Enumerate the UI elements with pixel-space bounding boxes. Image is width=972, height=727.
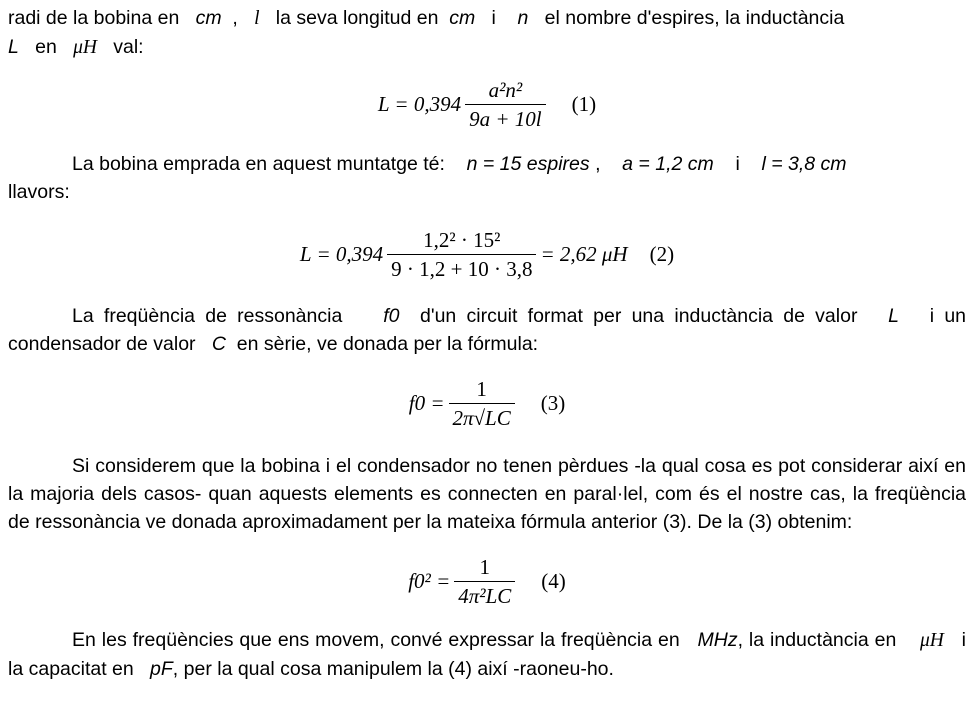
equation-lhs: f0 = (408, 390, 445, 415)
text-run: en sèrie, ve donada per la fórmula: (236, 333, 539, 355)
fraction-numerator: 1 (479, 554, 491, 579)
text-run: i (735, 153, 740, 175)
text-run: , la inductància en (737, 629, 897, 651)
unit-pf: pF (150, 658, 173, 680)
paragraph-values (8, 150, 966, 178)
equation-1 (8, 62, 966, 146)
equation-lhs: L = 0,394 (377, 91, 462, 116)
text-run: i la capacitat en (8, 629, 967, 680)
fraction-denominator: 9 · 1,2 + 10 · 3,8 (387, 254, 536, 281)
fraction (454, 555, 515, 608)
text-run: radi de la bobina en (8, 7, 180, 29)
equation-number: (2) (649, 241, 675, 266)
fraction-numerator: 1,2² · 15² (423, 227, 501, 252)
unit-microhenry: μH (73, 37, 97, 58)
unit-microhenry: μH (920, 630, 944, 651)
value-l: l = 3,8 cm (761, 153, 847, 175)
var-n: n (517, 7, 529, 29)
text-run: la seva longitud en (275, 7, 439, 29)
fraction-numerator: 1 (476, 376, 487, 401)
unit-mhz: MHz (697, 629, 738, 651)
equation-number: (4) (541, 568, 566, 593)
text-run: val: (113, 36, 144, 58)
equation-rhs: = 2,62 μH (540, 241, 628, 266)
document-page (8, 0, 966, 683)
fraction-denominator: 2π√LC (449, 403, 515, 430)
punct: , (232, 7, 238, 29)
unit-cm: cm (195, 7, 222, 29)
fraction-denominator: 4π²LC (454, 581, 515, 608)
paragraph-parallel: Si considerem que la bobina i el condensador no tenen pèrdues -la qual cosa es pot considerar així en la majoria dels casos- quan aquests elements es connecten en paral·lel, com és el nostre cas, la freqüència de ressonància ve donada aproximadament per la mateixa fórmula anterior (3). De la (3) obtenim: (8, 455, 966, 533)
var-C: C (211, 333, 226, 355)
text-run: i (491, 7, 496, 29)
fraction (387, 228, 536, 281)
text-run: , per la qual cosa manipulem la (4) així -raoneu-ho. (172, 658, 614, 680)
equation-number: (1) (571, 91, 597, 116)
fraction (449, 377, 515, 430)
fraction-denominator: 9a + 10l (465, 104, 546, 131)
paragraph-intro (8, 4, 966, 62)
text-run: i un condensador de valor (8, 305, 967, 355)
fraction (465, 78, 546, 131)
text-run: en (35, 36, 57, 58)
text-run: d'un circuit format per una inductància de valor (420, 305, 858, 327)
paragraph-values-cont (8, 178, 966, 206)
fraction-numerator: a²n² (488, 77, 523, 102)
paragraph-units (8, 626, 966, 683)
text-run: La freqüència de ressonància (72, 305, 343, 327)
text-run: La bobina emprada en aquest muntatge té: (72, 153, 445, 175)
equation-number: (3) (540, 390, 566, 415)
text-run: En les freqüències que ens movem, convé expressar la freqüència en (72, 629, 680, 651)
var-L: L (8, 36, 19, 58)
text-run: el nombre d'espires, la inductància (544, 7, 845, 29)
punct: , (595, 153, 601, 175)
equation-3 (8, 358, 966, 448)
var-f0: f0 (383, 305, 400, 327)
equation-4 (8, 536, 966, 626)
value-a: a = 1,2 cm (622, 153, 714, 175)
paragraph-resonance (8, 302, 966, 358)
equation-lhs: f0² = (408, 568, 451, 593)
text-run: llavors: (8, 181, 70, 203)
value-n: n = 15 espires (466, 153, 590, 175)
equation-2 (8, 206, 966, 302)
var-l: l (254, 8, 260, 29)
equation-lhs: L = 0,394 (299, 241, 384, 266)
var-L: L (888, 305, 900, 327)
unit-cm: cm (449, 7, 476, 29)
